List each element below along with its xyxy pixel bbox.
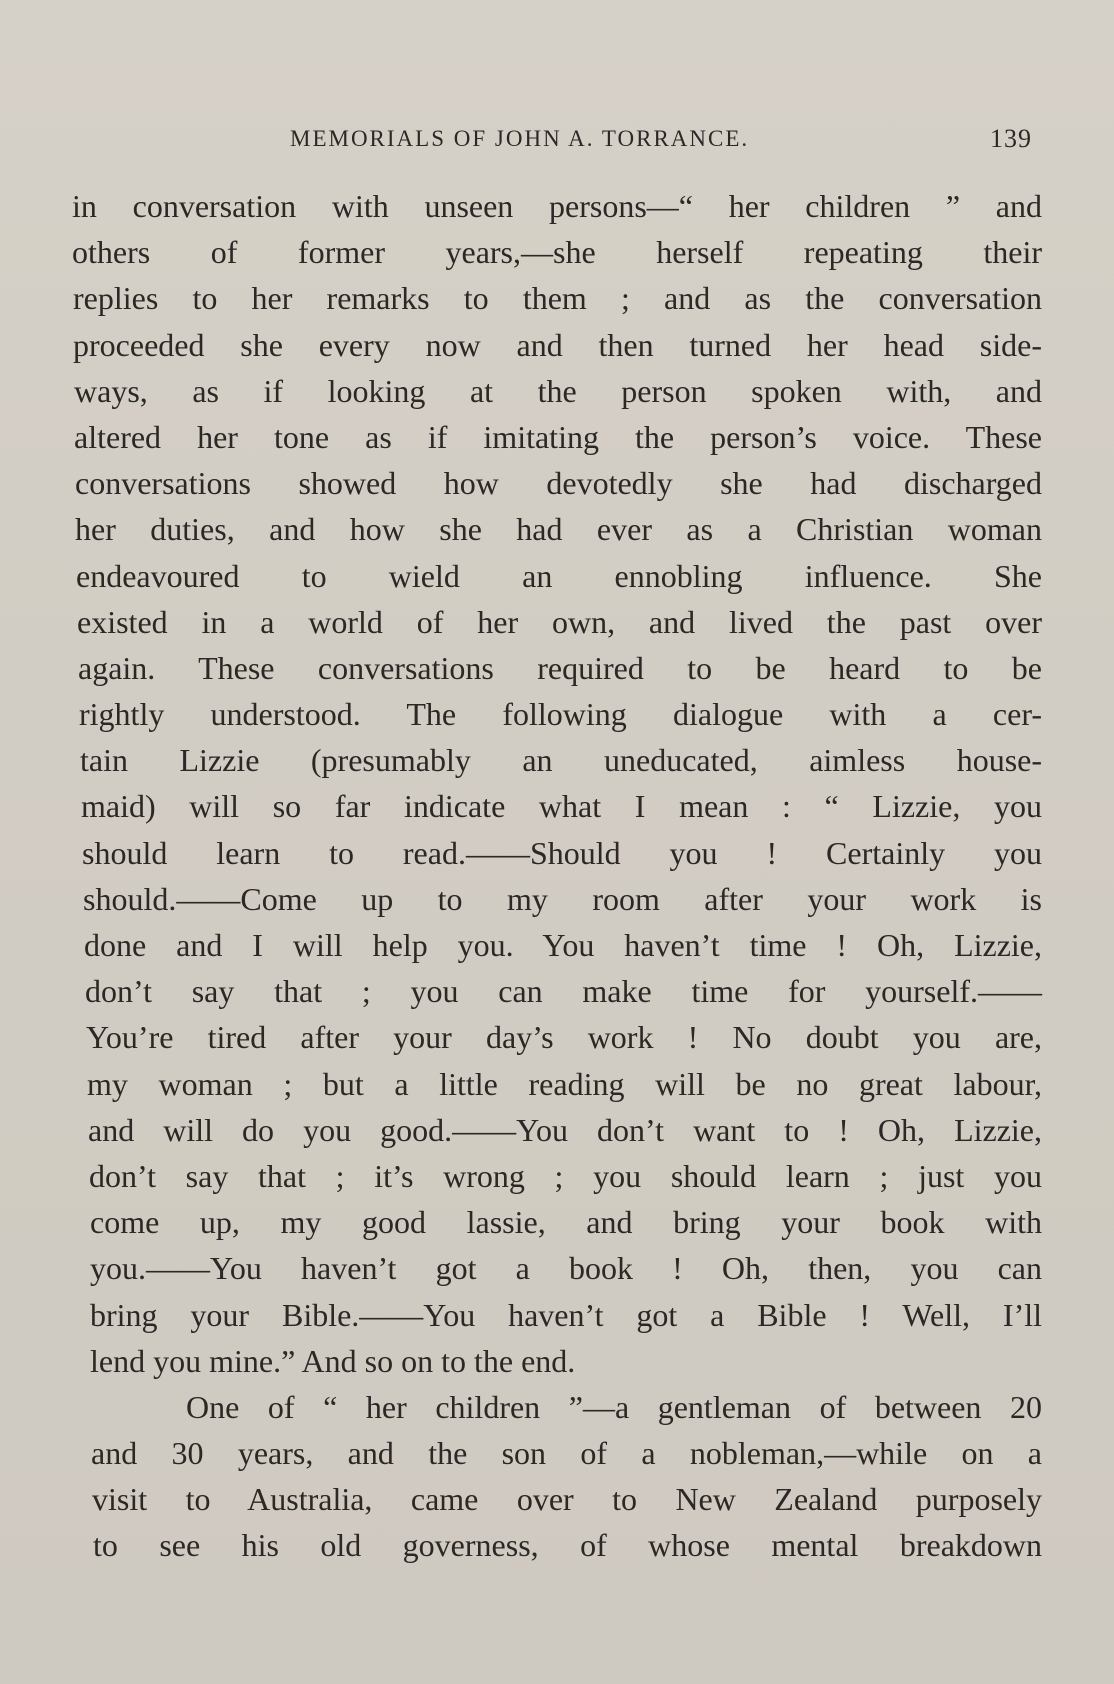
text-line: rightly understood. The following dialogue with a cer-: [79, 696, 1042, 733]
running-title: MEMORIALS OF JOHN A. TORRANCE.: [290, 126, 750, 151]
text-line: others of former years,—she herself repeating their: [72, 234, 1042, 271]
text-line: altered her tone as if imitating the person’s voice. These: [74, 418, 1042, 455]
page-number: 139: [990, 124, 1032, 153]
text-line: and will do you good.——You don’t want to ! Oh, Lizzie,: [88, 1111, 1042, 1148]
text-line: ways, as if looking at the person spoken with, and: [74, 372, 1042, 409]
text-line: to see his old governess, of whose mental breakdown: [93, 1527, 1042, 1564]
text-line: and 30 years, and the son of a nobleman,—while on a: [91, 1435, 1042, 1472]
running-head: [76, 126, 1032, 162]
text-line: proceeded she every now and then turned her head side-: [73, 326, 1042, 363]
text-line: don’t say that ; it’s wrong ; you should learn ; just you: [89, 1157, 1042, 1194]
text-line: don’t say that ; you can make time for yourself.——: [85, 973, 1042, 1010]
text-line: You’re tired after your day’s work ! No doubt you are,: [86, 1019, 1042, 1056]
text-line: endeavoured to wield an ennobling influence. She: [76, 557, 1042, 594]
text-line: come up, my good lassie, and bring your book with: [90, 1204, 1042, 1241]
body-text: [72, 183, 1042, 1569]
text-line: bring your Bible.——You haven’t got a Bible ! Well, I’ll: [90, 1296, 1042, 1333]
text-line: should learn to read.——Should you ! Certainly you: [82, 834, 1042, 871]
text-line: existed in a world of her own, and lived the past over: [77, 603, 1042, 640]
text-line: conversations showed how devotedly she had discharged: [75, 465, 1042, 502]
text-line: One of “ her children ”—a gentleman of between 20: [186, 1388, 1042, 1425]
text-line: done and I will help you. You haven’t time ! Oh, Lizzie,: [84, 927, 1042, 963]
text-line: lend you mine.” And so on to the end.: [90, 1342, 576, 1379]
text-line: in conversation with unseen persons—“ her children ” and: [72, 188, 1042, 224]
text-line: my woman ; but a little reading will be no great labour,: [87, 1065, 1042, 1102]
text-line: her duties, and how she had ever as a Christian woman: [75, 511, 1042, 548]
text-line: you.——You haven’t got a book ! Oh, then, you can: [90, 1250, 1042, 1287]
text-line: visit to Australia, came over to New Zealand purposely: [92, 1481, 1042, 1518]
text-line: again. These conversations required to be heard to be: [78, 649, 1042, 686]
text-line: replies to her remarks to them ; and as the conversation: [73, 280, 1042, 317]
text-line: should.——Come up to my room after your work is: [83, 880, 1042, 917]
text-line: tain Lizzie (presumably an uneducated, aimless house-: [80, 742, 1042, 779]
text-line: maid) will so far indicate what I mean : “ Lizzie, you: [81, 788, 1042, 825]
